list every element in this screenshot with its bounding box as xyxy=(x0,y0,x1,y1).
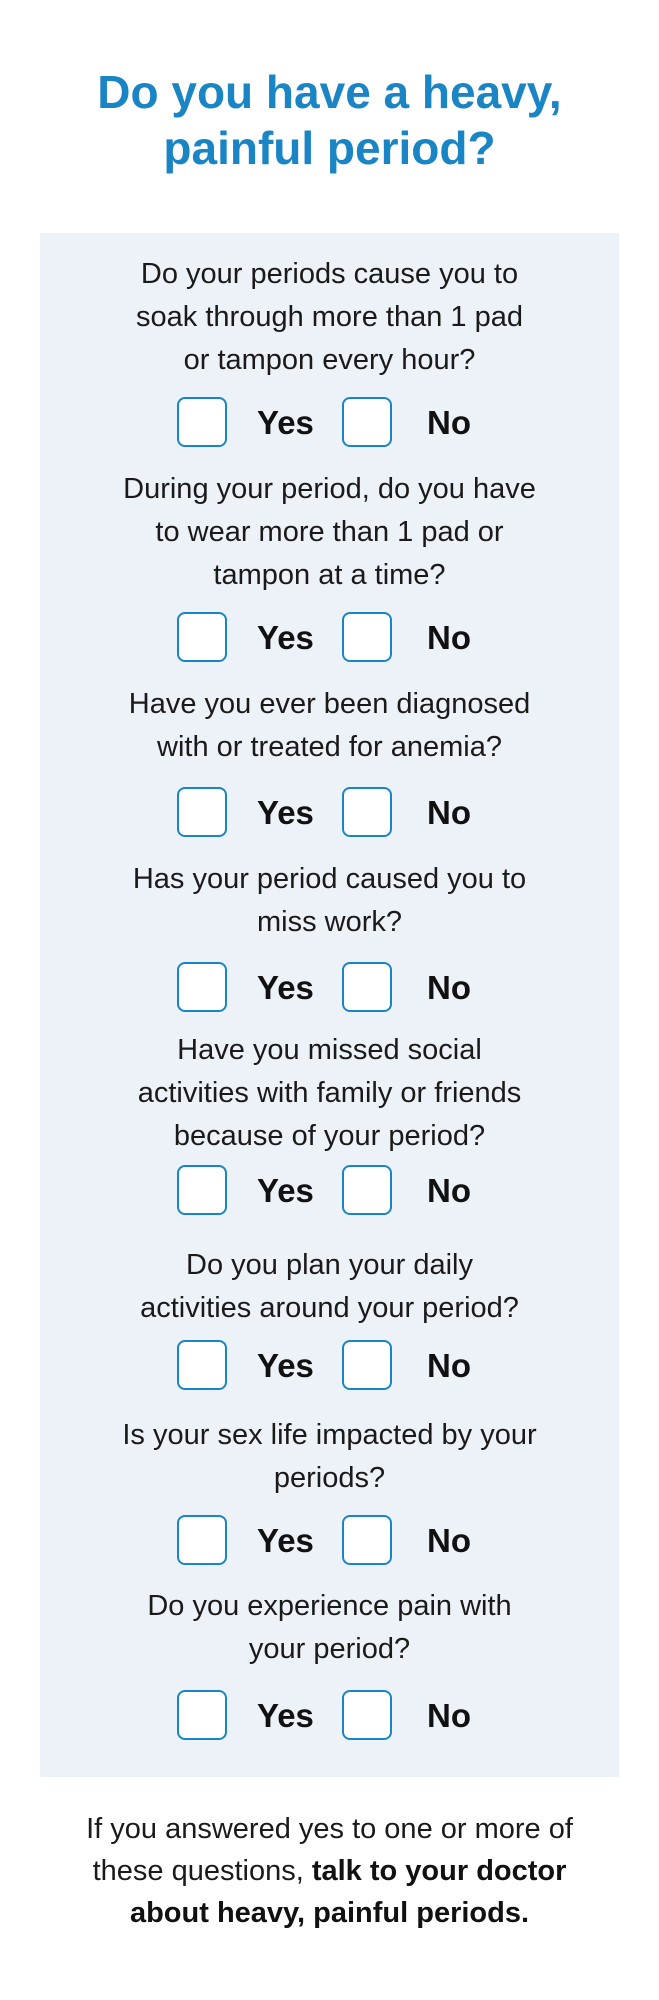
footer-line-2-bold: talk to your doctor xyxy=(311,1855,567,1887)
question-4 xyxy=(40,858,619,944)
question-6-answers xyxy=(40,1340,619,1394)
question-3 xyxy=(40,683,619,769)
question-8-line-1: Do you experience pain with xyxy=(147,1590,512,1622)
footer-line-2-plain: these questions, xyxy=(92,1855,312,1887)
question-5-line-1: Have you missed social xyxy=(177,1034,482,1066)
question-6-line-2: activities around your period? xyxy=(140,1292,519,1324)
question-6-yes-label[interactable]: Yes xyxy=(257,1347,314,1384)
question-8-yes-label[interactable]: Yes xyxy=(257,1697,314,1734)
question-2 xyxy=(40,468,619,597)
question-2-line-3: tampon at a time? xyxy=(213,559,446,591)
question-4-line-1: Has your period caused you to xyxy=(132,863,527,895)
question-4-answers xyxy=(40,962,619,1016)
question-2-text xyxy=(60,468,600,597)
question-1-no-checkbox[interactable] xyxy=(342,397,392,447)
question-2-line-2: to wear more than 1 pad or xyxy=(155,516,504,548)
question-5-yes-checkbox[interactable] xyxy=(177,1165,227,1215)
question-7-no-checkbox[interactable] xyxy=(342,1515,392,1565)
question-4-no-checkbox[interactable] xyxy=(342,962,392,1012)
question-3-no-checkbox[interactable] xyxy=(342,787,392,837)
question-1-yes-label[interactable]: Yes xyxy=(257,404,314,441)
question-8-line-2: your period? xyxy=(248,1633,411,1665)
question-1-line-2: soak through more than 1 pad xyxy=(136,301,523,333)
question-7 xyxy=(40,1414,619,1500)
question-5-line-2: activities with family or friends xyxy=(137,1077,522,1109)
question-8-yes-checkbox[interactable] xyxy=(177,1690,227,1740)
question-5-line-3: because of your period? xyxy=(173,1120,486,1152)
title-line-2: painful period? xyxy=(163,122,496,174)
question-3-text xyxy=(60,683,600,769)
question-3-no-label[interactable]: No xyxy=(427,794,471,831)
question-7-line-1: Is your sex life impacted by your xyxy=(122,1419,537,1451)
question-3-yes-checkbox[interactable] xyxy=(177,787,227,837)
question-4-no-label[interactable]: No xyxy=(427,969,471,1006)
question-1-line-3: or tampon every hour? xyxy=(183,344,476,376)
question-5-answers xyxy=(40,1165,619,1219)
question-2-no-checkbox[interactable] xyxy=(342,612,392,662)
question-4-yes-label[interactable]: Yes xyxy=(257,969,314,1006)
question-8-no-checkbox[interactable] xyxy=(342,1690,392,1740)
question-3-yes-label[interactable]: Yes xyxy=(257,794,314,831)
question-3-line-1: Have you ever been diagnosed xyxy=(128,688,531,720)
question-1-no-label[interactable]: No xyxy=(427,404,471,441)
question-6-no-checkbox[interactable] xyxy=(342,1340,392,1390)
question-8-text xyxy=(60,1585,600,1671)
footer-line-2 xyxy=(0,1850,659,1892)
question-1-text xyxy=(60,253,600,382)
question-2-line-1: During your period, do you have xyxy=(123,473,536,505)
question-6-no-label[interactable]: No xyxy=(427,1347,471,1384)
question-6-line-1: Do you plan your daily xyxy=(186,1249,473,1281)
question-1-line-1: Do your periods cause you to xyxy=(140,258,519,290)
question-8-answers xyxy=(40,1690,619,1744)
question-4-line-2: miss work? xyxy=(256,906,402,938)
questionnaire-panel xyxy=(40,233,619,1777)
question-6 xyxy=(40,1244,619,1330)
footer-line-3: about heavy, painful periods. xyxy=(129,1897,530,1929)
question-1 xyxy=(40,253,619,382)
question-5-no-label[interactable]: No xyxy=(427,1172,471,1209)
question-5 xyxy=(40,1029,619,1158)
question-7-answers xyxy=(40,1515,619,1569)
question-7-text xyxy=(60,1414,600,1500)
page-title xyxy=(0,64,659,176)
question-7-yes-label[interactable]: Yes xyxy=(257,1522,314,1559)
question-6-text xyxy=(60,1244,600,1330)
title-line-1: Do you have a heavy, xyxy=(97,66,562,118)
question-7-line-2: periods? xyxy=(273,1462,386,1494)
question-8 xyxy=(40,1585,619,1671)
question-2-no-label[interactable]: No xyxy=(427,619,471,656)
question-2-yes-label[interactable]: Yes xyxy=(257,619,314,656)
footer-line-1: If you answered yes to one or more of xyxy=(86,1813,573,1845)
footer-note xyxy=(0,1808,659,1934)
question-3-answers xyxy=(40,787,619,841)
question-2-yes-checkbox[interactable] xyxy=(177,612,227,662)
question-2-answers xyxy=(40,612,619,666)
question-8-no-label[interactable]: No xyxy=(427,1697,471,1734)
question-7-no-label[interactable]: No xyxy=(427,1522,471,1559)
question-3-line-2: with or treated for anemia? xyxy=(157,731,502,763)
question-7-yes-checkbox[interactable] xyxy=(177,1515,227,1565)
question-1-answers xyxy=(40,397,619,451)
question-6-yes-checkbox[interactable] xyxy=(177,1340,227,1390)
question-4-text xyxy=(60,858,600,944)
question-1-yes-checkbox[interactable] xyxy=(177,397,227,447)
question-5-no-checkbox[interactable] xyxy=(342,1165,392,1215)
question-4-yes-checkbox[interactable] xyxy=(177,962,227,1012)
question-5-yes-label[interactable]: Yes xyxy=(257,1172,314,1209)
question-5-text xyxy=(60,1029,600,1158)
